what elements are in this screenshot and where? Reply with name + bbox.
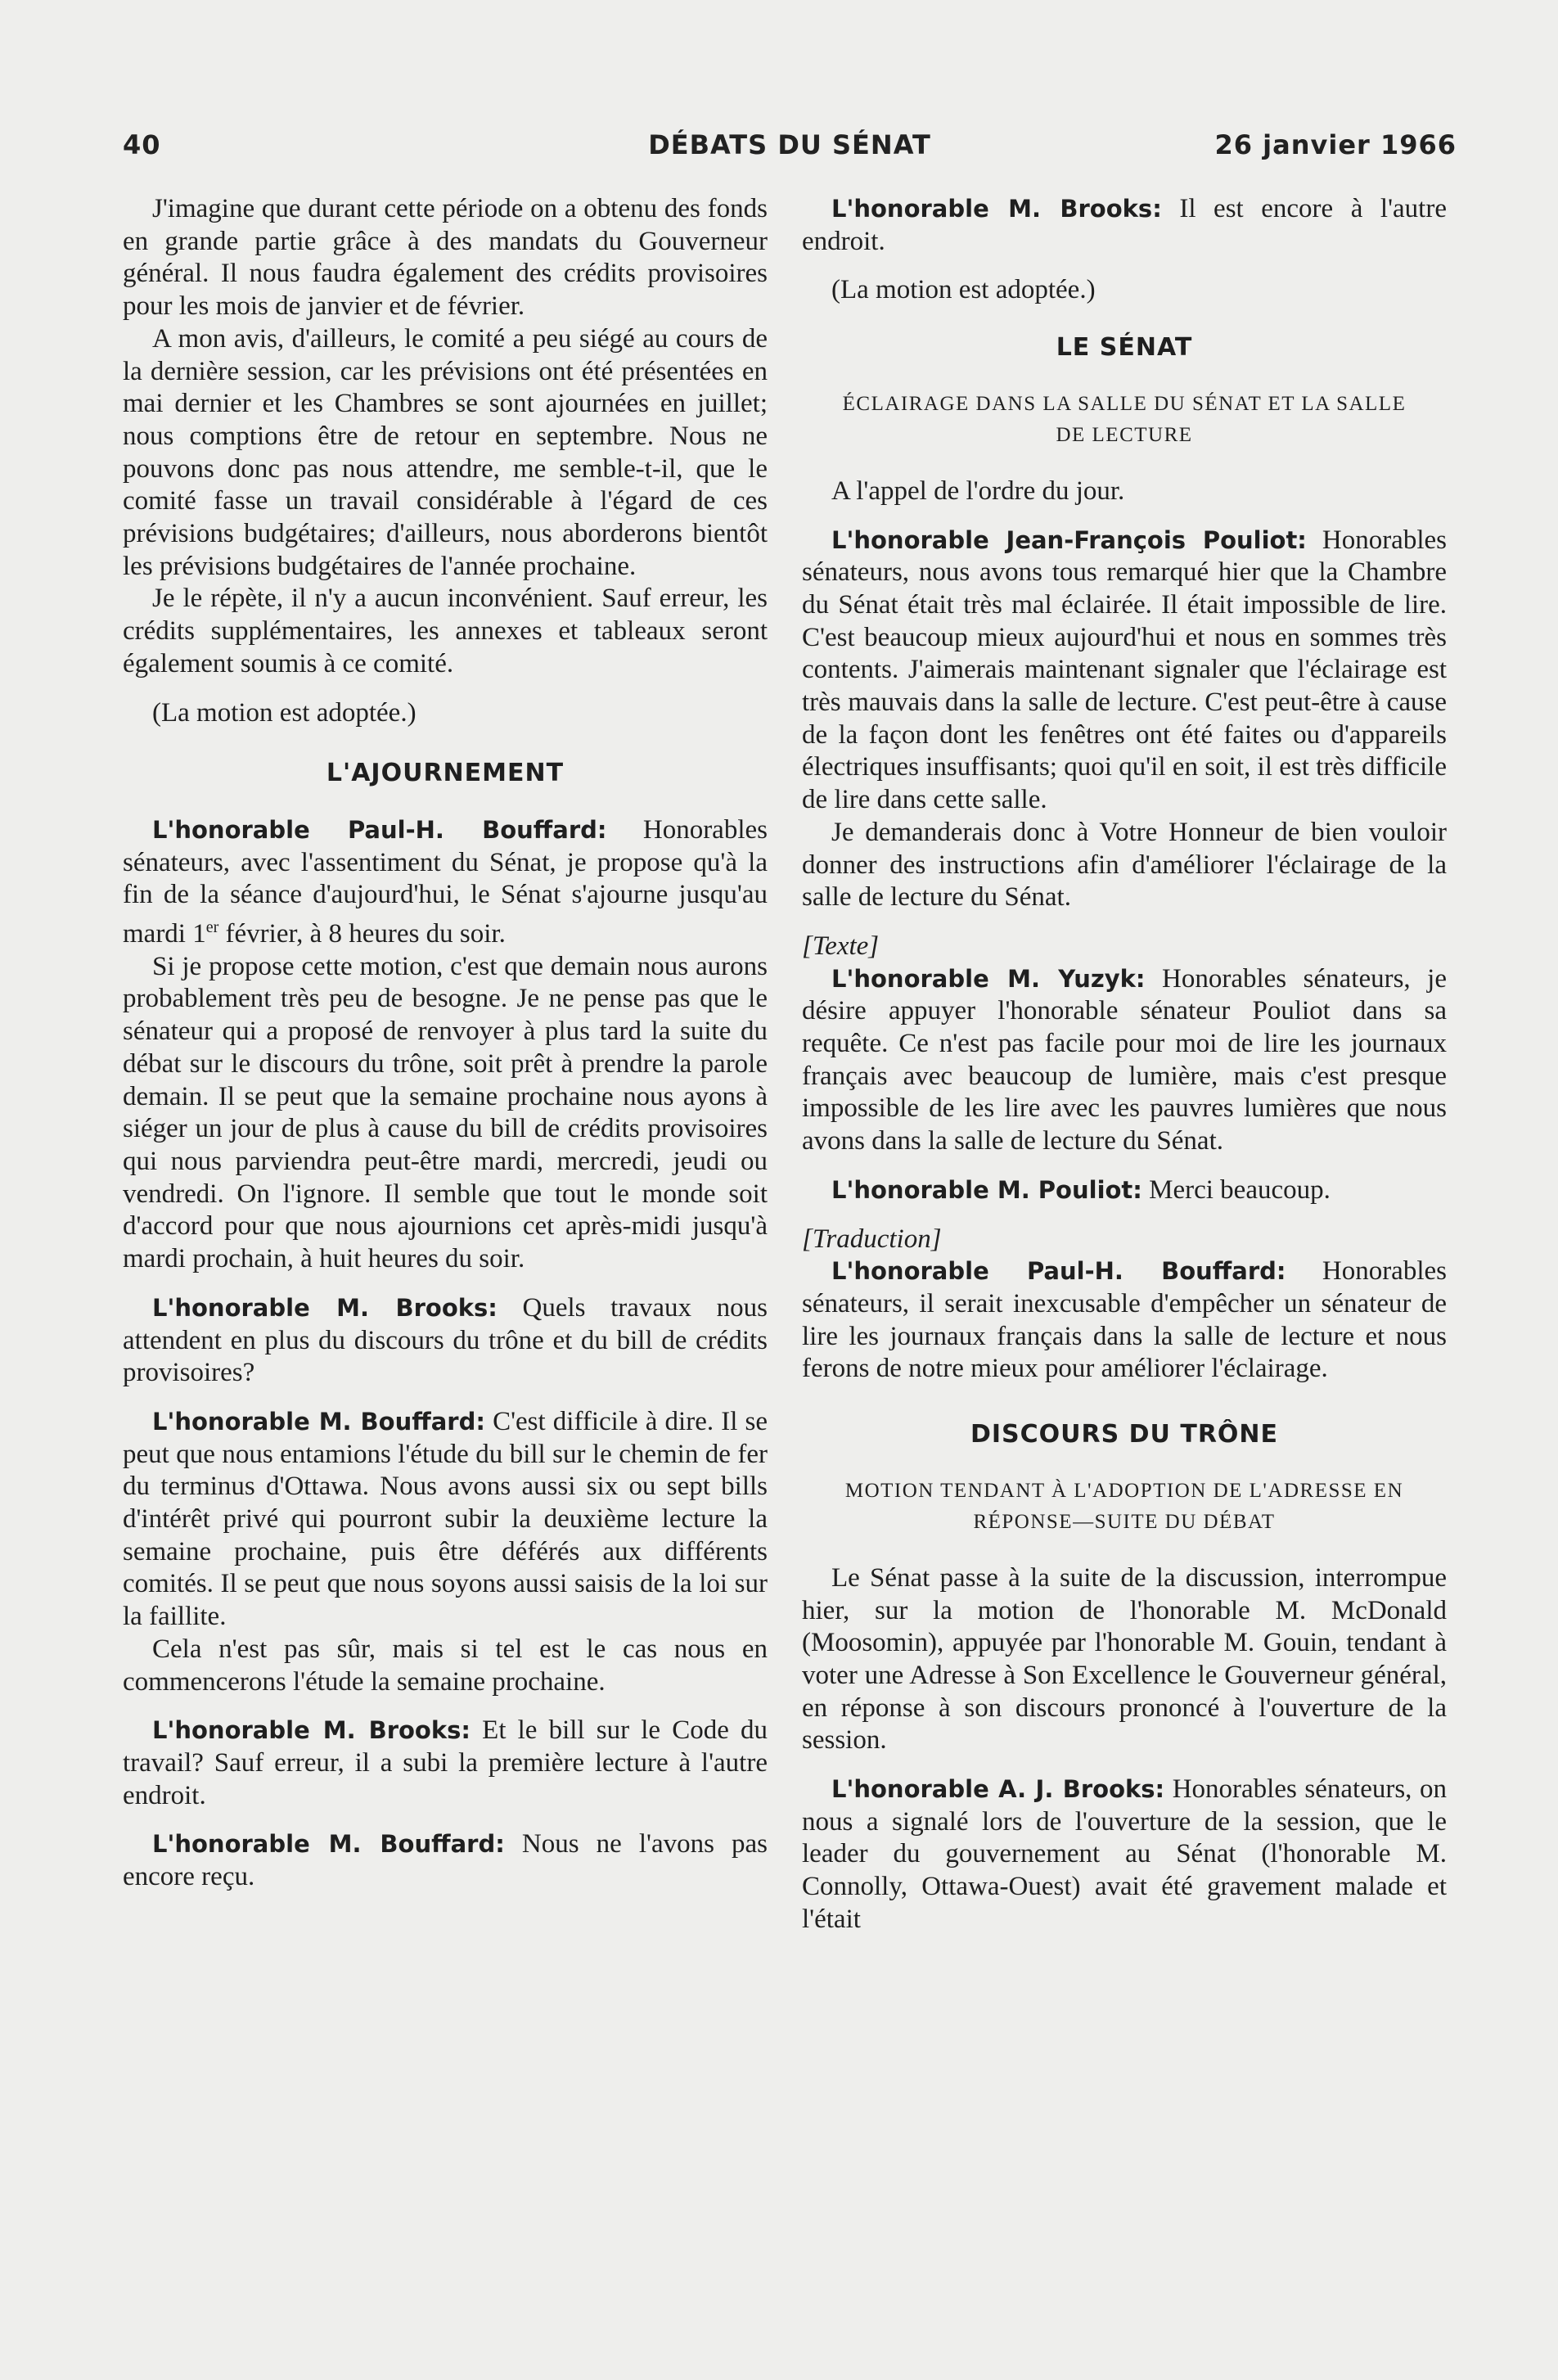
speech <box>123 1715 768 1812</box>
speech <box>123 1292 768 1390</box>
motion-note: (La motion est adoptée.) <box>831 275 1096 305</box>
speech-text: C'est difficile à dire. Il se peut que nous entamions l'étude du bill sur le chemin de fer du terminus d'Ottawa. Nous avons aussi six ou sept bills d'intérêt privé qui pourront subir la deuxième lecture la semaine prochaine, puis être déférés aux différents comités. Il se peut que nous soyons aussi saisis de la loi sur la faillite. <box>123 1406 768 1632</box>
speech <box>123 1406 768 1634</box>
header-date: 26 janvier 1966 <box>1214 129 1457 160</box>
speech-text: Il est encore à l'autre endroit. <box>802 194 1447 256</box>
speech <box>802 963 1447 1158</box>
speech-text: Merci beaucoup. <box>1149 1174 1331 1205</box>
speaker-name: L'honorable Paul-H. Bouffard: <box>831 1257 1286 1286</box>
speaker-name: L'honorable Paul-H. Bouffard: <box>152 815 607 844</box>
speaker-name: L'honorable M. Pouliot: <box>831 1175 1142 1204</box>
speech-text: Quels travaux nous attendent en plus du discours du trône et du bill de crédits provisoires? <box>123 1292 768 1388</box>
speaker-name: L'honorable M. Brooks: <box>831 195 1162 223</box>
paragraph: Si je propose cette motion, c'est que demain nous aurons probablement très peu de besogne. Je ne pense pas que le sénateur qui a proposé de renvoyer à plus tard la suite du débat sur le discours du trône, soit prêt à prendre la parole demain. Il se peut que la semaine prochaine nous ayons à siéger un jour de plus à cause du bill de crédits provisoires qui nous parviendra peut-être mardi, mercredi, jeudi ou vendredi. On l'ignore. Il semble que tout le monde soit d'accord pour que nous ajournions cet après-midi jusqu'à mardi prochain, à huit heures du soir. <box>123 951 768 1274</box>
left-column <box>123 193 768 1894</box>
paragraph: A l'appel de l'ordre du jour. <box>831 476 1125 506</box>
speech-text: Nous ne l'avons pas encore reçu. <box>123 1829 768 1892</box>
right-column <box>802 193 1447 1936</box>
speech <box>802 1255 1447 1386</box>
section-subheading: MOTION TENDANT À L'ADOPTION DE L'ADRESSE EN RÉPONSE—SUITE DU DÉBAT <box>844 1479 1404 1533</box>
speaker-name: L'honorable M. Bouffard: <box>152 1830 505 1859</box>
speech-text: Honorables sénateurs, on nous a signalé lors de l'ouverture de la session, que le leader du gouvernement au Sénat (l'honorable M. Connolly, Ottawa-Ouest) avait été gravement malade et l'était <box>802 1774 1447 1934</box>
language-tag: [Traduction] <box>802 1224 942 1254</box>
speaker-name: L'honorable M. Yuzyk: <box>831 964 1146 993</box>
paragraph: A mon avis, d'ailleurs, le comité a peu siégé au cours de la dernière session, car les prévisions ont été présentées en mai dernier et les Chambres se sont ajournées en juillet; nous comptions être de retour en septembre. Nous ne pouvons donc pas nous attendre, me semble-t-il, que le comité fasse un travail considérable à l'égard de ces prévisions budgétaires; d'ailleurs, nous aborderons bientôt les prévisions budgétaires de l'année prochaine. <box>123 323 768 581</box>
section-subheading: ÉCLAIRAGE DANS LA SALLE DU SÉNAT ET LA SALLE DE LECTURE <box>842 392 1407 446</box>
motion-note: (La motion est adoptée.) <box>152 697 417 728</box>
speaker-name: L'honorable Jean-François Pouliot: <box>831 525 1307 554</box>
page-header <box>123 129 1457 175</box>
speech <box>123 814 768 951</box>
speaker-name: L'honorable M. Bouffard: <box>152 1407 485 1436</box>
speaker-name: L'honorable M. Brooks: <box>152 1716 471 1745</box>
speech <box>802 525 1447 817</box>
speech-text: Honorables sénateurs, il serait inexcusable d'empêcher un sénateur de lire les journaux français dans la salle de lecture et nous ferons de notre mieux pour améliorer l'éclairage. <box>802 1256 1447 1384</box>
speech-text: Et le bill sur le Code du travail? Sauf erreur, il a subi la première lecture à l'autre endroit. <box>123 1715 768 1810</box>
speech <box>802 1174 1447 1207</box>
paragraph: Cela n'est pas sûr, mais si tel est le cas nous en commencerons l'étude la semaine prochaine. <box>123 1634 768 1697</box>
speech-text: février, à 8 heures du soir. <box>218 919 506 949</box>
speaker-name: L'honorable M. Brooks: <box>152 1293 498 1322</box>
section-heading: L'AJOURNEMENT <box>326 759 565 788</box>
paragraph: Je demanderais donc à Votre Honneur de bien vouloir donner des instructions afin d'améliorer l'éclairage de la salle de lecture du Sénat. <box>802 817 1447 913</box>
journal-title: DÉBATS DU SÉNAT <box>648 129 931 160</box>
speech-text: Honorables sénateurs, avec l'assentiment du Sénat, je propose qu'à la fin de la séance d'aujourd'hui, le Sénat s'ajourne jusqu'au mardi 1 <box>123 814 768 949</box>
superscript: er <box>205 918 219 937</box>
paragraph: J'imagine que durant cette période on a obtenu des fonds en grande partie grâce à des mandats du Gouverneur général. Il nous faudra également des crédits provisoires pour les mois de janvier et de février. <box>123 194 768 322</box>
section-heading: DISCOURS DU TRÔNE <box>970 1420 1279 1449</box>
paragraph: Le Sénat passe à la suite de la discussion, interrompue hier, sur la motion de l'honorable M. McDonald (Moosomin), appuyée par l'honorable M. Gouin, tendant à voter une Adresse à Son Excellence le Gouverneur général, en réponse à son discours prononcé à l'ouverture de la session. <box>802 1562 1447 1756</box>
speech <box>802 193 1447 258</box>
language-tag: [Texte] <box>802 931 880 961</box>
speech <box>123 1828 768 1893</box>
section-heading: LE SÉNAT <box>1056 333 1193 363</box>
speech <box>802 1774 1447 1936</box>
speech-text: Honorables sénateurs, nous avons tous remarqué hier que la Chambre du Sénat était très mal éclairée. Il était impossible de lire. C'est beaucoup mieux aujourd'hui et nous en sommes très contents. J'aimerais maintenant signaler que l'éclairage est très mauvais dans la salle de lecture. C'est peut-être à cause de la façon dont les fenêtres ont été faites ou d'appareils électriques insuffisants; quoi qu'il en soit, il est très difficile de lire dans cette salle. <box>802 525 1447 815</box>
speech-text: Honorables sénateurs, je désire appuyer l'honorable sénateur Pouliot dans sa requête. Ce n'est pas facile pour moi de lire les journaux français avec beaucoup de lumière, mais c'est presque impossible de les lire avec les pauvres lumières que nous avons dans la salle de lecture du Sénat. <box>802 963 1447 1156</box>
page-number: 40 <box>123 129 161 160</box>
speaker-name: L'honorable A. J. Brooks: <box>831 1775 1165 1804</box>
paragraph: Je le répète, il n'y a aucun inconvénient. Sauf erreur, les crédits supplémentaires, les annexes et tableaux seront également soumis à ce comité. <box>123 584 768 678</box>
